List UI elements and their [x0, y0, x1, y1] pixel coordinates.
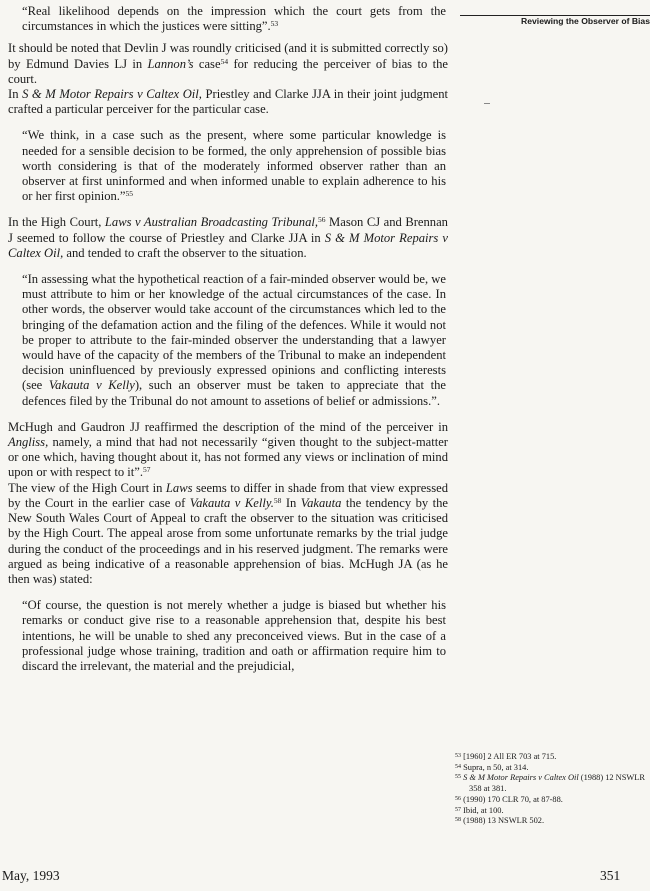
footnote-57: [455, 806, 650, 817]
italic-text: Laws v Australian Broadcasting Tribunal,: [104, 215, 319, 230]
footnote-ref: 56: [318, 215, 326, 225]
text-run: (1988) 12 NSWLR 358 at 381.: [469, 773, 645, 794]
text-run: ), such an observer must be taken to appreciate that the defences filed by the Tribunal do not amount to assetions of belief or admissions.”.: [22, 378, 446, 408]
footnote-number: 53: [455, 753, 461, 759]
text-run: In the High Court,: [8, 215, 105, 230]
footnote-ref: 57: [143, 465, 151, 475]
footer-date: May, 1993: [2, 868, 60, 883]
text-run: It should be noted that Devlin J was roundly criticised (and it is submitted correctly so) by Edmund Davies LJ in: [8, 41, 448, 71]
margin-mark: [484, 103, 490, 104]
page-number: 351: [600, 868, 621, 883]
paragraph-gap: [8, 117, 448, 128]
footnote-number: 58: [455, 817, 461, 824]
text-run: McHugh and Gaudron JJ reaffirmed the description of the mind of the perceiver in: [8, 419, 448, 434]
italic-text: Lannon’s: [147, 56, 194, 71]
body-paragraph: [8, 215, 448, 261]
italic-text: Vakauta v Kelly.: [189, 495, 274, 510]
text-run: (1990) 170 CLR 70, at 87-88.: [463, 794, 563, 804]
text-run: for reducing the perceiver of bias to the court.: [8, 56, 449, 86]
italic-text: Angliss,: [8, 435, 49, 450]
main-text-column: [8, 4, 448, 674]
text-run: “In assessing what the hypothetical reaction of a fair-minded observer would be, we must attribute to him or her knowledge of the actual circumstances of the case. In other words, the observer would take account of the circumstances which led to the bringing of the defamation action and the filing of the defences. While it would not be proper to attribute to the fair-minded observer the understanding that a lawyer would have of the capacity of the members of the Tribunal to make an independent decision uninfluenced by previously expressed opinions and conflicting interests (see: [22, 272, 446, 393]
text-run: the tendency by the New South Wales Court of Appeal to craft the observer to the situation was criticised by the High Court. The appeal arose from some unfortunate remarks by the trial judge during the conduct of the proceedings and in his reserved judgment. The remarks were argued as being indicative of a reasonable apprehension of bias. McHugh JA (as he then was) stated:: [8, 495, 449, 586]
text-run: In: [281, 495, 301, 510]
footnote-56: [455, 795, 650, 806]
paragraph-gap: [8, 34, 448, 41]
footnote-58: [455, 816, 650, 827]
text-run: (1988) 13 NSWLR 502.: [463, 816, 545, 826]
footnote-ref: 53: [270, 19, 279, 29]
text-run: case: [193, 56, 221, 71]
text-run: [1960] 2 All ER 703 at 715.: [463, 752, 557, 761]
footnote-number: 56: [455, 795, 461, 802]
text-run: Supra, n 50, at 314.: [463, 762, 529, 772]
text-run: “Real likelihood depends on the impression which the court gets from the circumstances in which the justices were sitting”.: [22, 4, 446, 34]
footnote-number: 54: [455, 763, 461, 770]
footnote-number: 57: [455, 806, 461, 813]
block-quote: [8, 598, 448, 674]
text-run: Ibid, at 100.: [463, 805, 504, 815]
body-paragraph: [8, 420, 448, 481]
italic-text: Vakauta: [300, 495, 342, 510]
text-run: Priestley and Clarke JJA in their joint judgment crafted a particular perceiver for the particular case.: [8, 87, 449, 117]
block-quote: [8, 4, 448, 34]
text-run: “We think, in a case such as the present, where some particular knowledge is needed for a sensible decision to be formed, the only apprehension of possible bias worth considering is that of the moderately informed observer rather than an observer at first uninformed and when informed unable to explain adherence to his or her first opinion.”: [22, 128, 446, 204]
text-run: “Of course, the question is not merely whether a judge is biased but whether his remarks or conduct give rise to a reasonable apprehension that, despite his best intentions, he will be unable to shed any preconceived views. But in the case of a professional judge whose training, tradition and oath or affirmation require him to discard the irrelevant, the material and the prejudicial,: [22, 598, 446, 673]
running-title: Reviewing the Observer of Bias: [521, 16, 650, 26]
paragraph-gap: [8, 204, 448, 215]
footnotes: [455, 752, 650, 827]
footnote-ref: 58: [273, 495, 282, 505]
italic-text: Laws: [165, 480, 193, 495]
footnote-54: [455, 763, 650, 774]
italic-text: S & M Motor Repairs v Caltex Oil,: [8, 230, 449, 260]
text-run: Mason CJ and Brennan J seemed to follow the course of Priestley and Clarke JJA in: [8, 215, 448, 245]
paragraph-gap: [8, 587, 448, 598]
footnote-53: [455, 752, 650, 763]
text-run: The view of the High Court in: [8, 480, 166, 495]
text-run: and tended to craft the observer to the situation.: [63, 245, 307, 260]
italic-text: S & M Motor Repairs v Caltex Oil: [463, 773, 579, 783]
text-run: seems to differ in shade from that view expressed by the Court in the earlier case of: [8, 480, 448, 510]
paragraph-gap: [8, 261, 448, 272]
footnote-55: [455, 773, 650, 794]
text-run: namely, a mind that had not necessarily “given thought to the subject-matter or one which, having thought about it, has not formed any views or inclination of mind upon or with respect to it”.: [8, 435, 448, 480]
footnote-ref: 54: [220, 56, 229, 66]
paragraph-gap: [8, 409, 448, 420]
block-quote: [8, 272, 448, 409]
italic-text: S & M Motor Repairs v Caltex Oil,: [22, 87, 202, 102]
block-quote: [8, 128, 448, 204]
body-paragraph: [8, 481, 448, 587]
italic-text: Vakauta v Kelly: [48, 378, 135, 393]
footnote-ref: 55: [125, 189, 134, 199]
footnote-number: 55: [455, 774, 461, 781]
body-paragraph: [8, 41, 448, 87]
body-paragraph: [8, 87, 448, 117]
text-run: In: [8, 87, 23, 102]
